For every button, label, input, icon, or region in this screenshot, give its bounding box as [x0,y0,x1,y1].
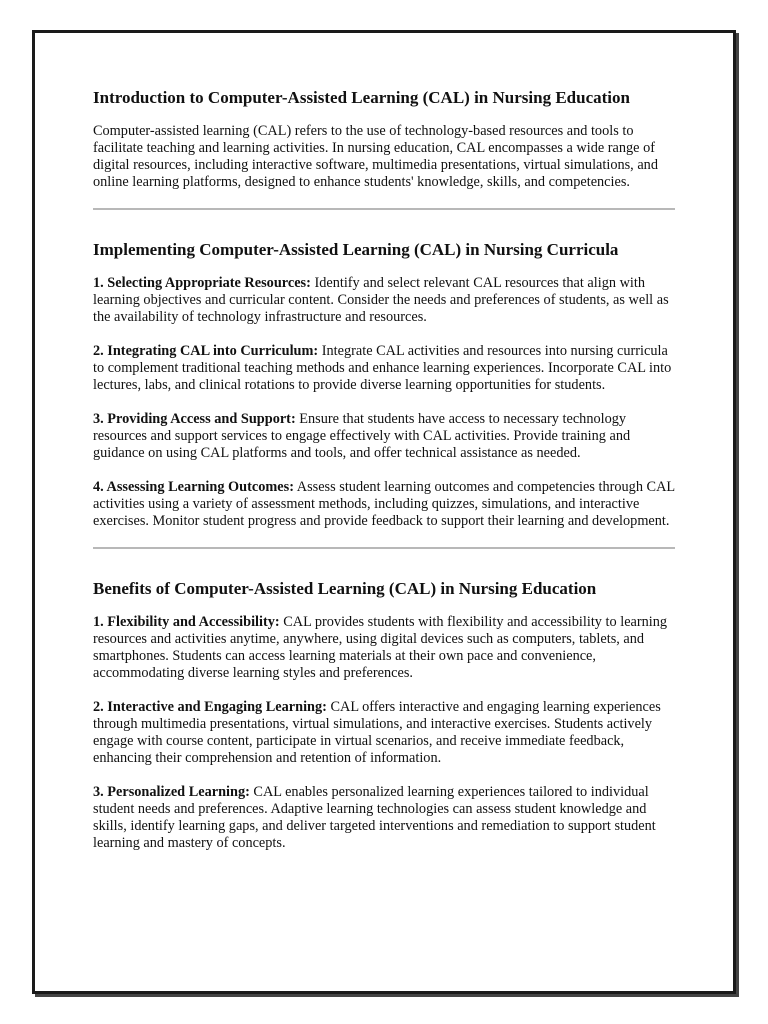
list-item [93,614,675,682]
list-item [93,411,675,462]
item-heading: 1. Selecting Appropriate Resources: [93,275,311,291]
section-title: Introduction to Computer-Assisted Learning (CAL) in Nursing Education [93,88,630,107]
section-paragraph: Computer-assisted learning (CAL) refers to the use of technology-based resources and tools to facilitate teaching and learning activities. In nursing education, CAL encompasses a wide range of digital resources, including interactive software, multimedia presentations, virtual simulations, and online learning platforms, designed to enhance students' knowledge, skills, and competencies. [93,123,658,190]
item-text: Identify and select relevant CAL resources that align with learning objectives and curricular content. Consider the needs and preferences of students, as well as the availability of technology infrastructure and resources. [93,275,669,325]
item-heading: 2. Interactive and Engaging Learning: [93,699,327,715]
item-heading: 2. Integrating CAL into Curriculum: [93,343,319,359]
section-divider [93,208,675,210]
item-heading: 1. Flexibility and Accessibility: [93,614,280,630]
item-text: CAL provides students with flexibility and accessibility to learning resources and activities anytime, anywhere, using digital devices such as computers, tablets, and smartphones. Students can access learning materials at their own pace and convenience, accommodating diverse learning styles and preferences. [93,614,668,681]
section-title: Implementing Computer-Assisted Learning (CAL) in Nursing Curricula [93,240,619,259]
document-body [93,88,675,852]
item-text: CAL offers interactive and engaging learning experiences through multimedia presentations, virtual simulations, and interactive exercises. Students actively engage with course content, participate in virtual scenarios, and receive immediate feedback, enhancing their comprehension and retention of information. [93,699,661,766]
item-text: Assess student learning outcomes and competencies through CAL activities using a variety of assessment methods, including quizzes, simulations, and interactive exercises. Monitor student progress and provide feedback to support their learning and development. [93,479,675,529]
item-heading: 4. Assessing Learning Outcomes: [93,479,294,495]
list-item [93,343,675,394]
item-heading: 3. Providing Access and Support: [93,411,296,427]
section-divider [93,547,675,549]
list-item [93,784,675,852]
section-benefits [93,579,675,852]
item-text: Ensure that students have access to necessary technology resources and support services to engage effectively with CAL activities. Provide training and guidance on using CAL platforms and tools, and offer technical assistance as needed. [93,411,631,461]
section-implementing [93,240,675,530]
item-text: Integrate CAL activities and resources into nursing curricula to complement traditional teaching methods and enhance learning experiences. Incorporate CAL into lectures, labs, and clinical rotations to provide diverse learning opportunities for students. [93,343,672,393]
item-heading: 3. Personalized Learning: [93,784,250,800]
section-title: Benefits of Computer-Assisted Learning (CAL) in Nursing Education [93,579,597,598]
item-text: CAL enables personalized learning experiences tailored to individual student needs and preferences. Adaptive learning technologies can assess student knowledge and skills, identify learning gaps, and deliver targeted interventions and remediation to support student learning and mastery of concepts. [93,784,656,851]
section-introduction [93,88,675,191]
list-item [93,699,675,767]
list-item [93,479,675,530]
list-item [93,275,675,326]
